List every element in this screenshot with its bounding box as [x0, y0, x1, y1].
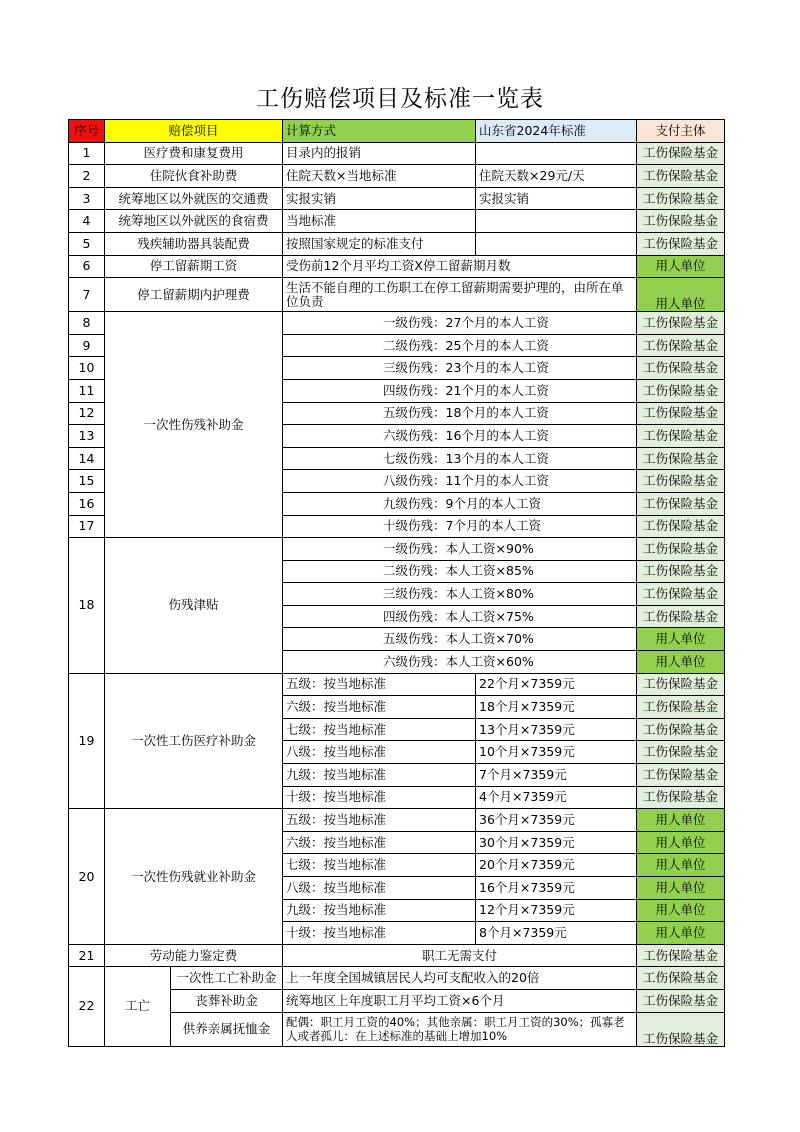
payer-cell: 工伤保险基金: [637, 967, 725, 990]
std-cell: 7个月×7359元: [476, 764, 637, 787]
payer-cell: 工伤保险基金: [637, 1012, 725, 1046]
payer-cell: 工伤保险基金: [637, 764, 725, 787]
calc-cell: 三级伤残：本人工资×80%: [283, 583, 637, 606]
item-cell: 统筹地区以外就医的食宿费: [105, 210, 283, 233]
std-cell: 13个月×7359元: [476, 718, 637, 741]
row-number: 6: [69, 255, 105, 278]
calc-cell: 五级：按当地标准: [283, 809, 476, 832]
row-number: 7: [69, 278, 105, 312]
payer-cell: 工伤保险基金: [637, 673, 725, 696]
calc-cell: 住院天数×当地标准: [283, 165, 476, 188]
item-cell: 残疾辅助器具装配费: [105, 232, 283, 255]
payer-cell: 工伤保险基金: [637, 334, 725, 357]
item-cell: 停工留薪期工资: [105, 255, 283, 278]
std-cell: 住院天数×29元/天: [476, 165, 637, 188]
payer-cell: 工伤保险基金: [637, 492, 725, 515]
payer-cell: 用人单位: [637, 278, 725, 312]
item-cell: 工亡: [105, 967, 171, 1046]
payer-cell: 工伤保险基金: [637, 696, 725, 719]
row-number: 13: [69, 425, 105, 448]
calc-cell: 一级伤残：27个月的本人工资: [283, 312, 637, 335]
payer-cell: 工伤保险基金: [637, 232, 725, 255]
item-cell: 停工留薪期内护理费: [105, 278, 283, 312]
std-cell: 20个月×7359元: [476, 854, 637, 877]
std-cell: 8个月×7359元: [476, 922, 637, 945]
item-cell: 劳动能力鉴定费: [105, 944, 283, 967]
item-cell: 一次性伤残就业补助金: [105, 809, 283, 945]
header-row: [69, 120, 725, 143]
payer-cell: 工伤保险基金: [637, 402, 725, 425]
sub-item-cell: 丧葬补助金: [171, 989, 283, 1012]
calc-cell: 受伤前12个月平均工资X停工留薪期月数: [283, 255, 637, 278]
payer-cell: 工伤保险基金: [637, 989, 725, 1012]
row-number: 9: [69, 334, 105, 357]
header-item: 赔偿项目: [105, 120, 283, 143]
table-row: [69, 673, 725, 696]
payer-cell: 工伤保险基金: [637, 944, 725, 967]
payer-cell: 用人单位: [637, 854, 725, 877]
item-cell: 一次性工伤医疗补助金: [105, 673, 283, 809]
payer-cell: 工伤保险基金: [637, 786, 725, 809]
row-number: 4: [69, 210, 105, 233]
header-payer: 支付主体: [637, 120, 725, 143]
table-row: [69, 312, 725, 335]
calc-cell: 四级伤残：本人工资×75%: [283, 605, 637, 628]
std-cell: 30个月×7359元: [476, 831, 637, 854]
payer-cell: 工伤保险基金: [637, 718, 725, 741]
row-number: 16: [69, 492, 105, 515]
row-number: 20: [69, 809, 105, 945]
calc-cell: 九级：按当地标准: [283, 899, 476, 922]
table-row: [69, 255, 725, 278]
row-number: 10: [69, 357, 105, 380]
calc-cell: 六级：按当地标准: [283, 831, 476, 854]
std-cell: [476, 210, 637, 233]
header-calc: 计算方式: [283, 120, 476, 143]
item-cell: 住院伙食补助费: [105, 165, 283, 188]
payer-cell: 工伤保险基金: [637, 210, 725, 233]
row-number: 8: [69, 312, 105, 335]
table-row: [69, 538, 725, 561]
payer-cell: 用人单位: [637, 922, 725, 945]
calc-cell: 二级伤残：本人工资×85%: [283, 560, 637, 583]
sub-item-cell: 供养亲属抚恤金: [171, 1012, 283, 1046]
calc-cell: 八级：按当地标准: [283, 741, 476, 764]
calc-cell: 二级伤残：25个月的本人工资: [283, 334, 637, 357]
payer-cell: 用人单位: [637, 255, 725, 278]
table-row: [69, 809, 725, 832]
row-number: 19: [69, 673, 105, 809]
std-cell: 36个月×7359元: [476, 809, 637, 832]
calc-cell: 目录内的报销: [283, 142, 476, 165]
payer-cell: 工伤保险基金: [637, 605, 725, 628]
calc-cell: 六级：按当地标准: [283, 696, 476, 719]
table-row: [69, 187, 725, 210]
page-title: 工伤赔偿项目及标准一览表: [256, 86, 544, 112]
row-number: 12: [69, 402, 105, 425]
row-number: 22: [69, 967, 105, 1046]
calc-cell: 上一年度全国城镇居民人均可支配收入的20倍: [283, 967, 637, 990]
calc-cell: 三级伤残：23个月的本人工资: [283, 357, 637, 380]
item-cell: 统筹地区以外就医的交通费: [105, 187, 283, 210]
calc-cell: 配偶：职工月工资的40%；其他亲属：职工月工资的30%；孤寡老人或者孤儿：在上述标准的基础上增加10%: [283, 1012, 637, 1046]
item-cell: 伤残津贴: [105, 538, 283, 674]
payer-cell: 工伤保险基金: [637, 312, 725, 335]
calc-cell: 九级伤残：9个月的本人工资: [283, 492, 637, 515]
calc-cell: 一级伤残：本人工资×90%: [283, 538, 637, 561]
calc-cell: 生活不能自理的工伤职工在停工留薪期需要护理的，由所在单位负责: [283, 278, 637, 312]
compensation-table: [68, 119, 725, 1047]
row-number: 2: [69, 165, 105, 188]
calc-cell: 九级：按当地标准: [283, 764, 476, 787]
std-cell: 4个月×7359元: [476, 786, 637, 809]
payer-cell: 工伤保险基金: [637, 741, 725, 764]
header-no: 序号: [69, 120, 105, 143]
calc-cell: 六级伤残：本人工资×60%: [283, 651, 637, 674]
payer-cell: 工伤保险基金: [637, 538, 725, 561]
std-cell: 实报实销: [476, 187, 637, 210]
payer-cell: 用人单位: [637, 809, 725, 832]
std-cell: 12个月×7359元: [476, 899, 637, 922]
calc-cell: 六级伤残：16个月的本人工资: [283, 425, 637, 448]
calc-cell: 十级伤残：7个月的本人工资: [283, 515, 637, 538]
row-number: 5: [69, 232, 105, 255]
calc-cell: 职工无需支付: [283, 944, 637, 967]
row-number: 14: [69, 447, 105, 470]
calc-cell: 统筹地区上年度职工月平均工资×6个月: [283, 989, 637, 1012]
payer-cell: 工伤保险基金: [637, 447, 725, 470]
table-row: [69, 210, 725, 233]
row-number: 21: [69, 944, 105, 967]
calc-cell: 五级伤残：本人工资×70%: [283, 628, 637, 651]
row-number: 11: [69, 379, 105, 402]
payer-cell: 工伤保险基金: [637, 142, 725, 165]
payer-cell: 用人单位: [637, 877, 725, 900]
calc-cell: 七级：按当地标准: [283, 718, 476, 741]
calc-cell: 五级伤残：18个月的本人工资: [283, 402, 637, 425]
payer-cell: 工伤保险基金: [637, 165, 725, 188]
payer-cell: 用人单位: [637, 651, 725, 674]
table-row: [69, 142, 725, 165]
payer-cell: 工伤保险基金: [637, 583, 725, 606]
payer-cell: 工伤保险基金: [637, 425, 725, 448]
item-cell: 一次性伤残补助金: [105, 312, 283, 538]
calc-cell: 当地标准: [283, 210, 476, 233]
payer-cell: 用人单位: [637, 628, 725, 651]
row-number: 15: [69, 470, 105, 493]
row-number: 3: [69, 187, 105, 210]
payer-cell: 工伤保险基金: [637, 357, 725, 380]
std-cell: 16个月×7359元: [476, 877, 637, 900]
calc-cell: 十级：按当地标准: [283, 786, 476, 809]
std-cell: [476, 232, 637, 255]
calc-cell: 七级：按当地标准: [283, 854, 476, 877]
payer-cell: 工伤保险基金: [637, 187, 725, 210]
row-number: 17: [69, 515, 105, 538]
payer-cell: 用人单位: [637, 899, 725, 922]
table-row: [69, 278, 725, 312]
std-cell: 18个月×7359元: [476, 696, 637, 719]
calc-cell: 十级：按当地标准: [283, 922, 476, 945]
row-number: 1: [69, 142, 105, 165]
std-cell: 10个月×7359元: [476, 741, 637, 764]
calc-cell: 按照国家规定的标准支付: [283, 232, 476, 255]
header-std: 山东省2024年标准: [476, 120, 637, 143]
table-row: [69, 967, 725, 990]
std-cell: [476, 142, 637, 165]
sub-item-cell: 一次性工亡补助金: [171, 967, 283, 990]
payer-cell: 工伤保险基金: [637, 379, 725, 402]
item-cell: 医疗费和康复费用: [105, 142, 283, 165]
calc-cell: 八级：按当地标准: [283, 877, 476, 900]
calc-cell: 五级：按当地标准: [283, 673, 476, 696]
payer-cell: 工伤保险基金: [637, 470, 725, 493]
table-row: [69, 944, 725, 967]
calc-cell: 七级伤残：13个月的本人工资: [283, 447, 637, 470]
table-row: [69, 165, 725, 188]
calc-cell: 八级伤残：11个月的本人工资: [283, 470, 637, 493]
payer-cell: 用人单位: [637, 831, 725, 854]
payer-cell: 工伤保险基金: [637, 515, 725, 538]
payer-cell: 工伤保险基金: [637, 560, 725, 583]
calc-cell: 实报实销: [283, 187, 476, 210]
calc-cell: 四级伤残：21个月的本人工资: [283, 379, 637, 402]
row-number: 18: [69, 538, 105, 674]
table-row: [69, 232, 725, 255]
std-cell: 22个月×7359元: [476, 673, 637, 696]
